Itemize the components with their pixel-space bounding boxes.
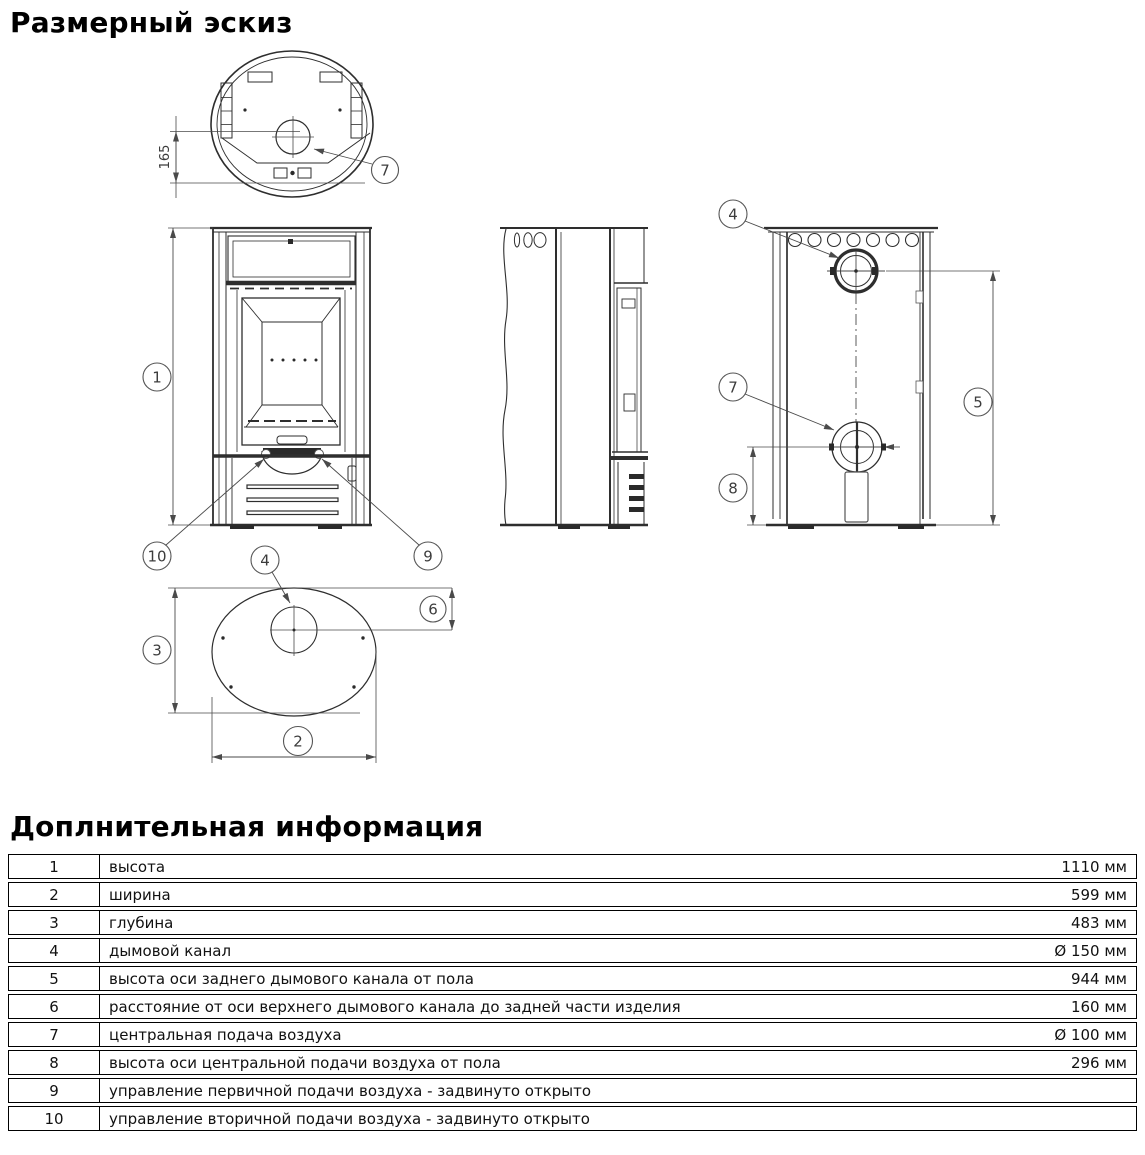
row-description: высота (109, 857, 166, 876)
stove-door (242, 298, 340, 445)
row-number: 10 (9, 1107, 100, 1130)
callout-10 (143, 459, 264, 570)
row-number: 1 (9, 855, 100, 878)
table-row (8, 966, 1137, 991)
row-number: 2 (9, 883, 100, 906)
dimension-8 (747, 447, 830, 525)
front-view (143, 228, 442, 570)
top-view (158, 51, 399, 198)
row-number: 4 (9, 939, 100, 962)
row-number: 3 (9, 911, 100, 934)
table-row (8, 854, 1137, 879)
table-row (8, 910, 1137, 935)
callout-7-top (314, 149, 399, 184)
row-description: расстояние от оси верхнего дымового канала до задней части изделия (109, 997, 681, 1016)
row-number: 7 (9, 1023, 100, 1046)
right-rail (351, 83, 362, 138)
callout-4-bottom-label: 4 (260, 551, 270, 570)
table-row (8, 1050, 1137, 1075)
callout-8-label: 8 (728, 479, 738, 498)
row-number: 6 (9, 995, 100, 1018)
callout-3-label: 3 (152, 641, 162, 660)
info-section-title: Доплнительная информация (10, 810, 484, 843)
page-title: Размерный эскиз (10, 6, 293, 39)
callout-7-back-label: 7 (728, 378, 738, 397)
row-value: Ø 100 мм (1054, 1025, 1127, 1044)
row-number: 8 (9, 1051, 100, 1074)
dimensional-sketch (0, 45, 1145, 785)
callout-3 (143, 636, 171, 664)
callout-6 (420, 596, 446, 622)
dimension-3 (168, 588, 360, 713)
table-row (8, 882, 1137, 907)
callout-2 (284, 727, 313, 756)
table-row (8, 1022, 1137, 1047)
side-view (500, 228, 648, 529)
row-value: 599 мм (1070, 885, 1127, 904)
row-description: ширина (109, 885, 171, 904)
table-row (8, 938, 1137, 963)
row-description: дымовой канал (109, 941, 232, 960)
row-description: высота оси центральной подачи воздуха от пола (109, 1053, 501, 1072)
row-description: высота оси заднего дымового канала от пола (109, 969, 474, 988)
top-flue-circle (272, 116, 314, 158)
callout-9 (322, 459, 442, 570)
row-number: 9 (9, 1079, 100, 1102)
callout-6-label: 6 (428, 600, 438, 619)
callout-10-label: 10 (147, 547, 167, 566)
row-number: 5 (9, 967, 100, 990)
vent-holes (789, 234, 919, 247)
row-description: управление первичной подачи воздуха - задвинуто открыто (109, 1081, 592, 1100)
table-row (8, 994, 1137, 1019)
row-value: 1110 мм (1061, 857, 1127, 876)
row-value: 296 мм (1070, 1053, 1127, 1072)
callout-8 (719, 474, 747, 502)
row-value: 160 мм (1070, 997, 1127, 1016)
callout-7-back (719, 373, 834, 430)
bottom-view (143, 546, 452, 763)
row-value: 944 мм (1070, 969, 1127, 988)
callout-2-label: 2 (293, 732, 303, 751)
callout-5 (964, 388, 992, 416)
callout-1 (143, 363, 171, 391)
additional-info-table (8, 854, 1137, 1134)
table-row (8, 1078, 1137, 1103)
door-latch-area (262, 448, 324, 474)
row-description: центральная подача воздуха (109, 1025, 342, 1044)
back-view (719, 200, 1000, 529)
row-description: глубина (109, 913, 174, 932)
callout-7-label: 7 (380, 161, 390, 180)
table-row (8, 1106, 1137, 1131)
air-inlet-circle (829, 422, 900, 472)
row-value: Ø 150 мм (1054, 941, 1127, 960)
dim-165-label: 165 (158, 144, 173, 170)
row-value: 483 мм (1070, 913, 1127, 932)
callout-9-label: 9 (423, 547, 433, 566)
callout-5-label: 5 (973, 393, 983, 412)
callout-1-label: 1 (152, 368, 162, 387)
row-description: управление вторичной подачи воздуха - задвинуто открыто (109, 1109, 590, 1128)
callout-4-label: 4 (728, 205, 738, 224)
dimension-1 (168, 228, 213, 525)
